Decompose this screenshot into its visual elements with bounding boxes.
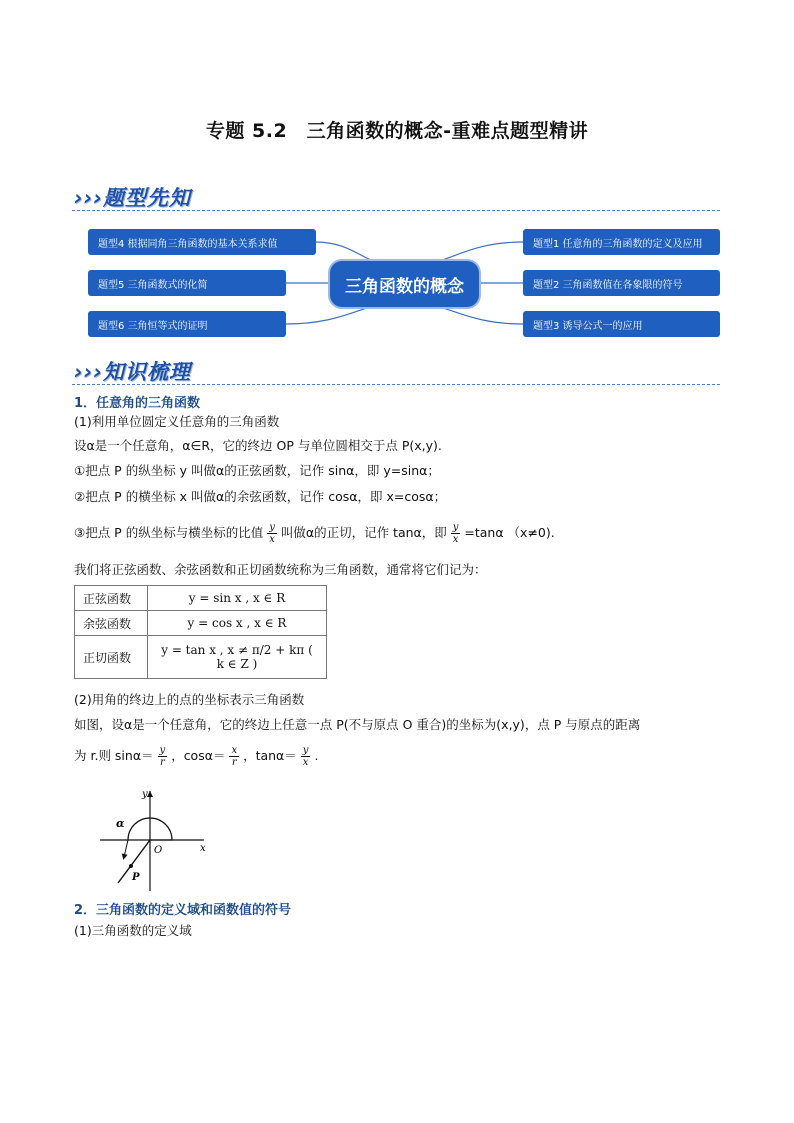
section-heading-knowledge: ›››知识梳理 bbox=[74, 360, 191, 384]
paragraph-definition: 设α是一个任意角，α∈R，它的终边 OP 与单位圆相交于点 P(x,y). bbox=[74, 438, 442, 453]
fraction-y-over-x: $\frac{y}{x}$ bbox=[269, 522, 275, 545]
mindmap-node-type5: 题型5 三角函数式的化简 bbox=[88, 270, 286, 296]
point-p bbox=[129, 864, 133, 868]
x-axis-label: x bbox=[200, 843, 206, 854]
table-row bbox=[75, 586, 327, 611]
mindmap-center-node: 三角函数的概念 bbox=[328, 259, 481, 309]
point-p-label: P bbox=[132, 872, 140, 883]
fraction-y-over-x: $\frac{y}{x}$ bbox=[452, 522, 459, 545]
y-axis-label: y bbox=[142, 789, 148, 800]
arc-arrow bbox=[124, 840, 128, 857]
function-table bbox=[74, 585, 327, 679]
heading-1: 1．任意角的三角函数 bbox=[74, 396, 201, 411]
table-row bbox=[75, 636, 327, 679]
paragraph-sine: ①把点 P 的纵坐标 y 叫做α的正弦函数，记作 sinα，即 y=sinα； bbox=[74, 463, 440, 478]
subheading-1: (1)利用单位圆定义任意角的三角函数 bbox=[74, 414, 280, 429]
subheading-3: (1)三角函数的定义域 bbox=[74, 923, 192, 938]
mindmap-node-type6: 题型6 三角恒等式的证明 bbox=[88, 311, 286, 337]
divider bbox=[72, 384, 720, 385]
tangent-text-a: ③把点 P 的纵坐标与横坐标的比值 bbox=[74, 525, 264, 540]
mindmap-node-type2: 题型2 三角函数值在各象限的符号 bbox=[523, 270, 720, 296]
section-heading-preview: ›››题型先知 bbox=[74, 186, 191, 210]
mindmap-node-type1: 题型1 任意角的三角函数的定义及应用 bbox=[523, 229, 720, 255]
page-title: 专题 5.2 三角函数的概念-重难点题型精讲 bbox=[205, 120, 589, 142]
heading-2: 2．三角函数的定义域和函数值的符号 bbox=[74, 903, 292, 918]
paragraph-summary: 我们将正弦函数、余弦函数和正切函数统称为三角函数，通常将它们记为： bbox=[74, 562, 487, 577]
fraction-y-over-r: $\frac{y}{r}$ bbox=[159, 745, 166, 768]
origin-label: O bbox=[154, 845, 163, 856]
alpha-label: α bbox=[116, 817, 125, 830]
table-cell-expr: y = tan x , x ≠ π/2 + kπ ( k ∈ Z ) bbox=[148, 636, 327, 679]
table-row bbox=[75, 611, 327, 636]
fraction-y-over-x: $\frac{y}{x}$ bbox=[302, 745, 309, 768]
paragraph-cosine: ②把点 P 的横坐标 x 叫做α的余弦函数，记作 cosα，即 x=cosα； bbox=[74, 489, 447, 504]
subheading-2: (2)用角的终边上的点的坐标表示三角函数 bbox=[74, 692, 305, 707]
table-cell-expr: y = sin x , x ∈ R bbox=[148, 586, 327, 611]
table-cell-name: 正切函数 bbox=[75, 636, 148, 679]
table-cell-expr: y = cos x , x ∈ R bbox=[148, 611, 327, 636]
paragraph-ratios: 为 r.则 sinα＝ $\frac{y}{r}$ ，cosα＝ $\frac{x}{r}$ ，tanα＝ $\frac{y}{x}$ . bbox=[74, 745, 319, 768]
tangent-text-c: =tanα （x≠0). bbox=[464, 525, 555, 540]
tangent-text-b: 叫做α的正切，记作 tanα，即 bbox=[280, 525, 447, 540]
mindmap-node-type4: 题型4 根据同角三角函数的基本关系求值 bbox=[88, 229, 316, 255]
unit-circle-figure bbox=[96, 783, 216, 895]
table-cell-name: 余弦函数 bbox=[75, 611, 148, 636]
table-cell-name: 正弦函数 bbox=[75, 586, 148, 611]
fraction-x-over-r: $\frac{x}{r}$ bbox=[231, 745, 238, 768]
mindmap-node-type3: 题型3 诱导公式一的应用 bbox=[523, 311, 720, 337]
paragraph-figure-intro: 如图，设α是一个任意角，它的终边上任意一点 P(不与原点 O 重合)的坐标为(x,y)，点 P 与原点的距离 bbox=[74, 717, 641, 732]
paragraph-tangent bbox=[74, 522, 555, 545]
